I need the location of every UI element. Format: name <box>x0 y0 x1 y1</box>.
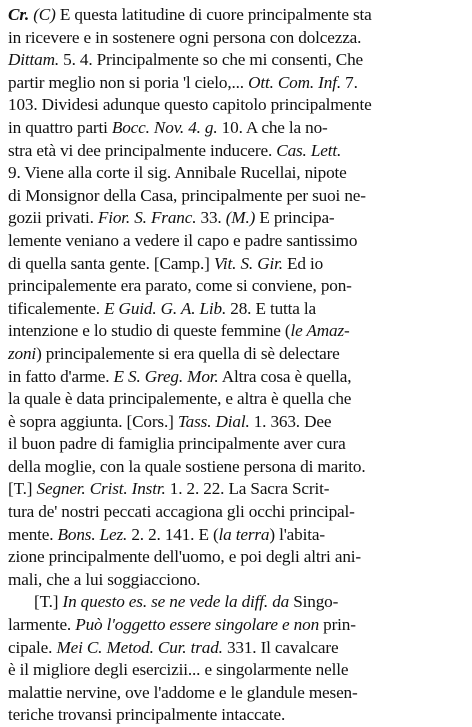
gloss: zoni <box>8 343 37 363</box>
citation: Mei C. Metod. Cur. trad. <box>56 637 223 657</box>
text-line-2: in ricevere e in sostenere ogni persona con dolcezza. <box>8 27 362 47</box>
citation: E S. Greg. Mor. <box>113 366 219 386</box>
text-line-31: malattie nervine, ove l'addome e le glandule mesen- <box>8 682 358 702</box>
text-line-14: tificalemente. E Guid. G. A. Lib. 28. E tutta la <box>8 298 317 318</box>
text-line-22: [T.] Segner. Crist. Instr. 1. 2. 22. La Sacra Scrit- <box>8 479 330 499</box>
citation: Cas. Lett. <box>276 140 342 160</box>
citation: Vit. S. Gir. <box>213 253 283 273</box>
text-line-18: la quale è data principalemente, e altra è quella che <box>8 389 352 409</box>
text-line-6: in quattro parti Bocc. Nov. 4. g. 10. A che la no- <box>8 117 328 137</box>
text-line-13: principalemente era parato, come si conviene, pon- <box>8 276 352 296</box>
text-line-7: stra età vi dee principalmente inducere. Cas. Lett. <box>8 140 342 160</box>
text-line-3: Dittam. 5. 4. Principalmente so che mi consenti, Che <box>8 50 363 70</box>
editorial-note: In questo es. se ne vede la diff. da <box>62 592 290 612</box>
text-line-10: gozii privati. Fior. S. Franc. 33. (M.) E principa- <box>8 208 335 228</box>
source-tag: (M.) <box>225 208 256 228</box>
citation: Tass. Dial. <box>177 411 250 431</box>
text-line-23: tura de' nostri peccati accagiona gli occhi principal- <box>8 502 355 522</box>
text-line-27: [T.] In questo es. se ne vede la diff. da Singo- <box>34 592 339 612</box>
text-line-9: di Monsignor della Casa, principalmente per suoi ne- <box>8 185 366 205</box>
text-line-19: è sopra aggiunta. [Cors.] Tass. Dial. 1. 363. Dee <box>8 411 332 431</box>
text-line-20: il buon padre di famiglia principalmente aver cura <box>8 434 346 454</box>
citation: Bons. Lez. <box>57 524 128 544</box>
text-line-28: larmente. Può l'oggetto essere singolare e non prin- <box>8 615 356 635</box>
citation: Fior. S. Franc. <box>97 208 197 228</box>
text-line-26: mali, che a lui soggiacciono. <box>8 569 201 589</box>
citation: Dittam. <box>8 50 59 70</box>
abbrev-cr: Cr. <box>8 5 30 24</box>
text-line-8: 9. Viene alla corte il sig. Annibale Rucellai, nipote <box>8 163 347 183</box>
text-line-1: Cr. (C) E questa latitudine di cuore principalmente sta <box>8 5 372 24</box>
citation: E Guid. G. A. Lib. <box>104 298 227 318</box>
text-line-25: zione principalmente dell'uomo, e poi degli altri ani- <box>8 547 361 567</box>
source-tag: (C) <box>33 5 56 24</box>
gloss: le Amaz- <box>290 321 350 341</box>
text-line-15: intenzione e lo studio di queste femmine (le Amaz- <box>8 321 350 341</box>
text-line-17: in fatto d'arme. E S. Greg. Mor. Altra cosa è quella, <box>8 366 352 386</box>
citation: Ott. Com. Inf. <box>248 72 341 92</box>
text-line-16: zoni) principalemente si era quella di sè delectare <box>8 343 340 363</box>
text-line-4: partir meglio non si poria 'l cielo,... Ott. Com. Inf. 7. <box>8 72 358 92</box>
text-line-32: teriche trovansi principalmente intaccate. <box>8 705 286 725</box>
gloss: la terra <box>218 524 270 544</box>
text-line-12: di quella santa gente. [Camp.] Vit. S. Gir. Ed io <box>8 253 324 273</box>
text-line-29: cipale. Mei C. Metod. Cur. trad. 331. Il cavalcare <box>8 637 339 657</box>
text-line-24: mente. Bons. Lez. 2. 2. 141. E (la terra) l'abita- <box>8 524 325 544</box>
editorial-note: Può l'oggetto essere singolare e non <box>75 615 320 635</box>
text-line-30: è il migliore degli esercizii... e singolarmente nelle <box>8 660 349 680</box>
dictionary-page <box>8 4 466 725</box>
text-line-5: 103. Dividesi adunque questo capitolo principalmente <box>8 95 372 115</box>
citation: Segner. Crist. Instr. <box>36 479 166 499</box>
text-line-21: della moglie, con la quale sostiene persona di marito. <box>8 456 366 476</box>
text-line-11: lemente veniano a vedere il capo e padre santissimo <box>8 230 358 250</box>
citation: Bocc. Nov. 4. g. <box>111 117 218 137</box>
